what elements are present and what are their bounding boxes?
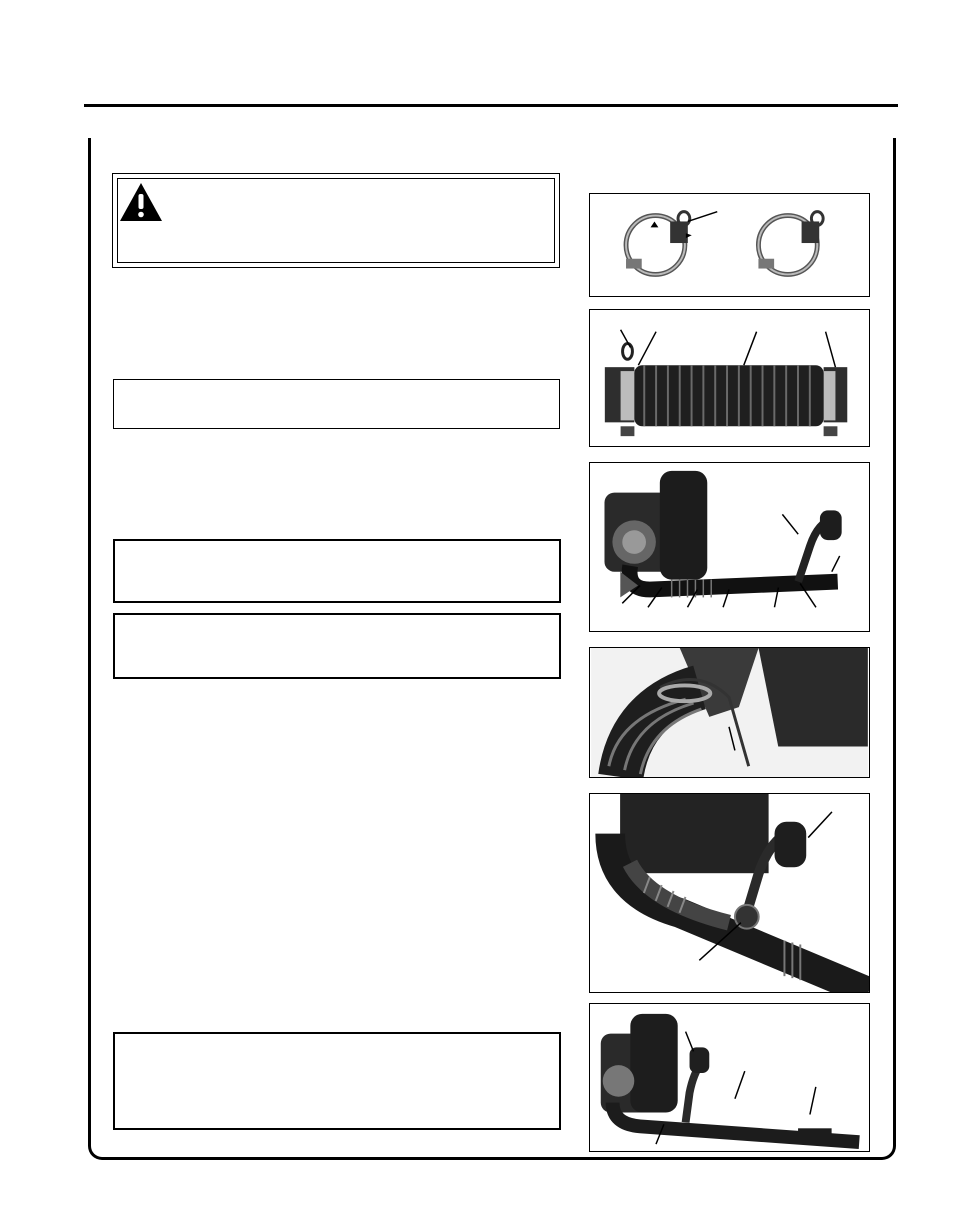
figure-flex-hose [589,309,870,447]
throttle-handle-illustration [590,794,869,992]
blower-assembly-illustration [590,463,869,631]
figure-clamps [589,193,870,297]
note-box-4 [113,1032,561,1130]
hose-cable-illustration [590,648,869,777]
flex-hose-illustration [590,310,869,446]
warning-box-inner [117,178,555,263]
figure-complete-blower [589,1003,870,1152]
header-rule [84,104,898,107]
warning-box [112,173,560,268]
figure-throttle-handle [589,793,870,993]
figure-blower-assembly [589,462,870,632]
clamps-illustration [590,194,869,296]
note-box-2 [113,539,561,603]
note-box-3 [113,613,561,679]
warning-triangle-icon [118,181,164,223]
complete-blower-illustration [590,1004,869,1151]
figure-hose-cable [589,647,870,778]
note-box-1 [113,379,560,429]
